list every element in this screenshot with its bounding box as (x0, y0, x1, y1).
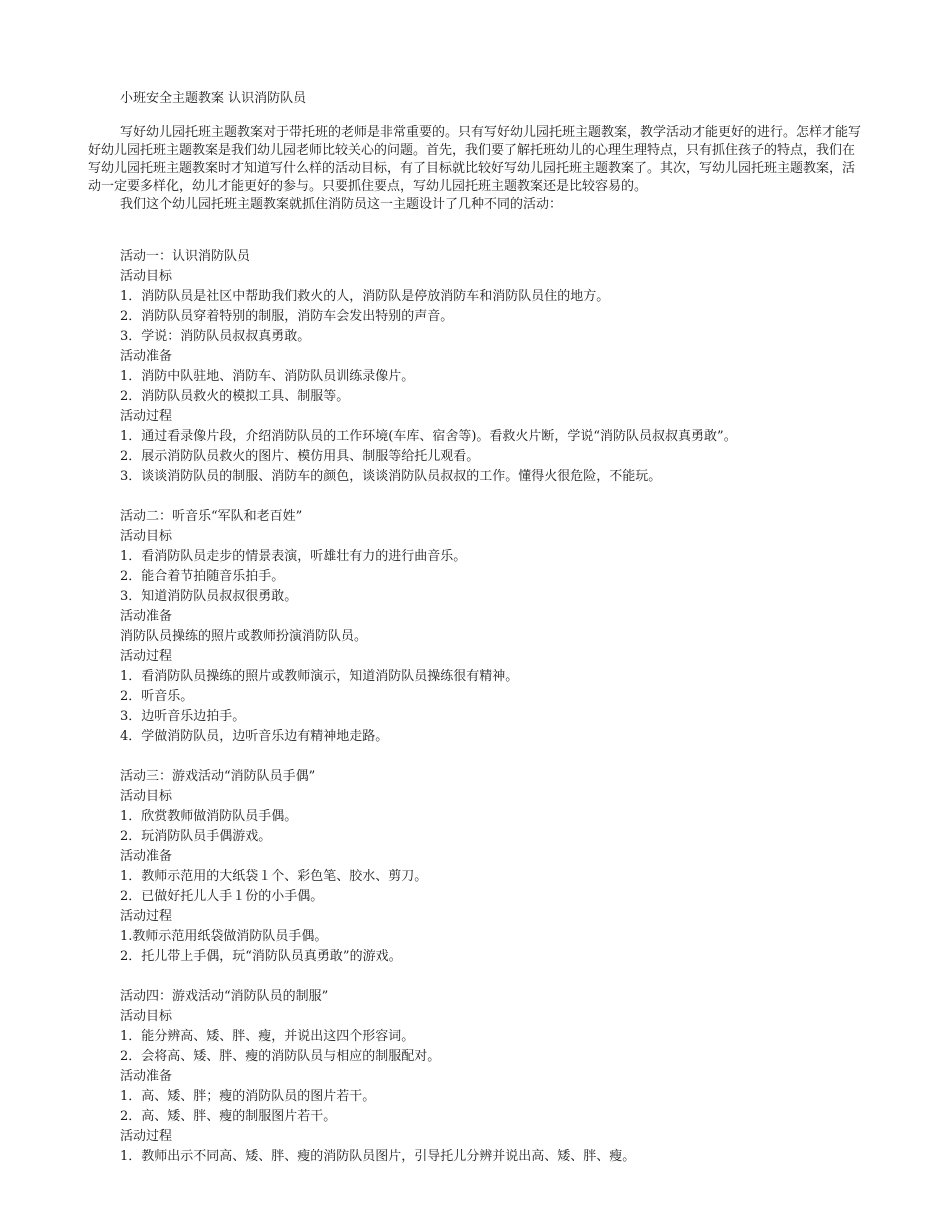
activity-line: 活动过程 (120, 1129, 173, 1144)
activity-line: 活动准备 (120, 1069, 173, 1084)
activity-line: 2．玩消防队员手偶游戏。 (120, 829, 272, 844)
activity-line: 活动目标 (120, 529, 173, 544)
activity-line: 活动过程 (120, 649, 173, 664)
activity-block (120, 987, 910, 1167)
activity-line: 3．边听音乐边拍手。 (120, 709, 246, 724)
activity-line: 2．能合着节拍随音乐拍手。 (120, 569, 285, 584)
activity-line: 活动目标 (120, 269, 173, 284)
intro-paragraph: 写好幼儿园托班主题教案对于带托班的老师是非常重要的。只有写好幼儿园托班主题教案，教学活动才能更好的进行。怎样才能写好幼儿园托班主题教案是我们幼儿园老师比较关心的问题。首先，我们要了解托班幼儿的心理生理特点，只有抓住孩子的特点，我们在写幼儿园托班主题教案时才知道写什么样的活动目标，有了目标就比较好写幼儿园托班主题教案了。其次，写幼儿园托班主题教案，活动一定要多样化，幼儿才能更好的参与。只要抓住要点，写幼儿园托班主题教案还是比较容易的。 (88, 125, 862, 194)
activity-line: 2．托儿带上手偶，玩“消防队员真勇敢”的游戏。 (120, 949, 402, 964)
activity-line: 活动过程 (120, 409, 173, 424)
page-title: 小班安全主题教案 认识消防队员 (120, 91, 307, 106)
activity-line: 1．欣赏教师做消防队员手偶。 (120, 809, 298, 824)
activity-line: 1．消防中队驻地、消防车、消防队员训练录像片。 (120, 369, 415, 384)
activity-line: 消防队员操练的照片或教师扮演消防队员。 (120, 629, 368, 644)
activity-line: 1．高、矮、胖；瘦的消防队员的图片若干。 (120, 1089, 376, 1104)
activity-line: 1．消防队员是社区中帮助我们救火的人，消防队是停放消防车和消防队员住的地方。 (120, 289, 610, 304)
activity-line: 1．教师出示不同高、矮、胖、瘦的消防队员图片，引导托儿分辨并说出高、矮、胖、瘦。 (120, 1149, 636, 1164)
activity-block (120, 767, 910, 967)
activity-line: 1.教师示范用纸袋做消防队员手偶。 (120, 929, 328, 944)
activity-line: 4．学做消防队员，边听音乐边有精神地走路。 (120, 729, 389, 744)
activity-heading: 活动四：游戏活动“消防队员的制服” (120, 989, 329, 1004)
activity-line: 2．消防队员穿着特别的制服，消防车会发出特别的声音。 (120, 309, 454, 324)
activity-line: 活动准备 (120, 849, 173, 864)
activity-line: 2．高、矮、胖、瘦的制服图片若干。 (120, 1109, 337, 1124)
activity-line: 1．看消防队员走步的情景表演，听雄壮有力的进行曲音乐。 (120, 549, 467, 564)
activity-line: 2．已做好托儿人手１份的小手偶。 (120, 889, 324, 904)
activity-line: 2．会将高、矮、胖、瘦的消防队员与相应的制服配对。 (120, 1049, 441, 1064)
activities-section (120, 247, 910, 1187)
activity-line: 2．消防队员救火的模拟工具、制服等。 (120, 389, 350, 404)
activity-line: 活动准备 (120, 609, 173, 624)
activity-line: 3．知道消防队员叔叔很勇敢。 (120, 589, 298, 604)
activity-block (120, 507, 910, 747)
intro-paragraph: 我们这个幼儿园托班主题教案就抓住消防员这一主题设计了几种不同的活动： (120, 197, 563, 212)
activity-line: 1．教师示范用的大纸袋１个、彩色笔、胶水、剪刀。 (120, 869, 428, 884)
intro-section (88, 124, 864, 214)
activity-line: 2．展示消防队员救火的图片、模仿用具、制服等给托儿观看。 (120, 449, 480, 464)
activity-line: 活动目标 (120, 1009, 173, 1024)
activity-line: 3．学说：消防队员叔叔真勇敢。 (120, 329, 311, 344)
activity-line: 活动准备 (120, 349, 173, 364)
activity-line: 1．看消防队员操练的照片或教师演示，知道消防队员操练很有精神。 (120, 669, 519, 684)
activity-block (120, 247, 910, 487)
activity-line: 活动目标 (120, 789, 173, 804)
activity-line: 1．通过看录像片段，介绍消防队员的工作环境(车库、宿舍等)。看救火片断，学说“消防队员叔叔真勇敢”。 (120, 429, 737, 444)
activity-heading: 活动二：听音乐“军队和老百姓” (120, 509, 303, 524)
activity-heading: 活动一：认识消防队员 (120, 249, 251, 264)
activity-line: 1．能分辨高、矮、胖、瘦，并说出这四个形容词。 (120, 1029, 415, 1044)
activity-line: 3．谈谈消防队员的制服、消防车的颜色，谈谈消防队员叔叔的工作。懂得火很危险，不能玩。 (120, 469, 662, 484)
activity-line: 2．听音乐。 (120, 689, 194, 704)
activity-heading: 活动三：游戏活动“消防队员手偶” (120, 769, 316, 784)
activity-line: 活动过程 (120, 909, 173, 924)
